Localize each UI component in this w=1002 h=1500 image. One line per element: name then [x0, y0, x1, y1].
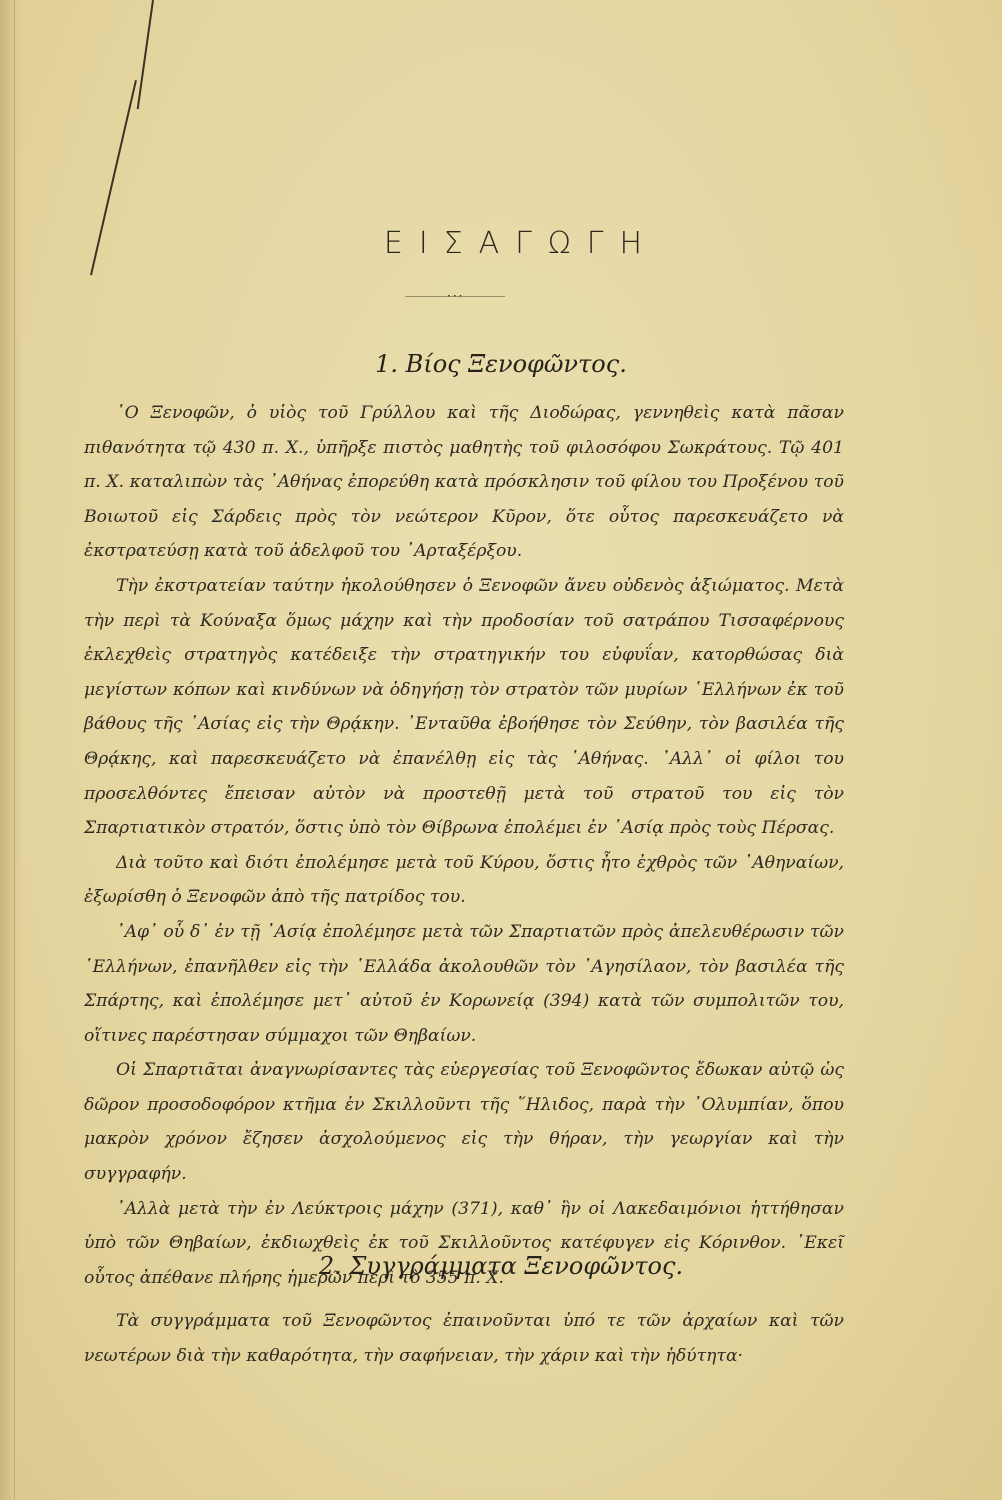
section-2-body: [84, 1304, 844, 1373]
section-1-body: [84, 396, 844, 1295]
section-1-heading: 1. Βίος Ξενοφῶντος.: [375, 350, 627, 378]
paragraph: Τὴν ἐκστρατείαν ταύτην ἠκολούθησεν ὁ Ξενοφῶν ἄνευ οὐδενὸς ἀξιώματος. Μετὰ τὴν περὶ τὰ Κούναξα ὅμως μάχην καὶ τὴν προδοσίαν τοῦ σατράπου Τισσαφέρνους ἐκλεχθεὶς στρατηγὸς κατέδειξε τὴν στρατηγικήν του εὐφυΐαν, κατορθώσας διὰ μεγίστων κόπων καὶ κινδύνων νὰ ὁδηγήσῃ τὸν στρατὸν τῶν μυρίων ῾Ελλήνων ἐκ τοῦ βάθους τῆς ᾿Ασίας εἰς τὴν Θρᾴκην. ᾿Ενταῦθα ἐβοήθησε τὸν Σεύθην, τὸν βασιλέα τῆς Θρᾴκης, καὶ παρεσκευάζετο νὰ ἐπανέλθῃ εἰς τὰς ᾿Αθήνας. ᾿Αλλ᾿ οἱ φίλοι του προσελθόντες ἔπεισαν αὐτὸν νὰ προστεθῇ μετὰ τοῦ στρατοῦ του εἰς τὸν Σπαρτιατικὸν στρατόν, ὅστις ὑπὸ τὸν Θίβρωνα ἐπολέμει ἐν ᾿Ασίᾳ πρὸς τοὺς Πέρσας.: [84, 575, 844, 839]
pencil-mark: [137, 0, 154, 109]
paragraph: ᾿Αλλὰ μετὰ τὴν ἐν Λεύκτροις μάχην (371), καθ᾿ ἣν οἱ Λακεδαιμόνιοι ἡττήθησαν ὑπὸ τῶν Θηβαίων, ἐκδιωχθεὶς ἐκ τοῦ Σκιλλοῦντος κατέφυγεν εἰς Κόρινθον. ᾿Εκεῖ οὗτος ἀπέθανε πλήρης ἡμερῶν περὶ τὸ 355 π. Χ.: [84, 1198, 844, 1288]
section-2-heading: 2. Συγγράμματα Ξενοφῶντος.: [318, 1252, 684, 1280]
paragraph: Οἱ Σπαρτιᾶται ἀναγνωρίσαντες τὰς εὐεργεσίας τοῦ Ξενοφῶντος ἔδωκαν αὐτῷ ὡς δῶρον προσοδοφόρον κτῆμα ἐν Σκιλλοῦντι τῆς ῞Ηλιδος, παρὰ τὴν ᾿Ολυμπίαν, ὅπου μακρὸν χρόνον ἔζησεν ἀσχολούμενος εἰς τὴν θήραν, τὴν γεωργίαν καὶ τὴν συγγραφήν.: [84, 1060, 844, 1185]
paragraph: ᾿Αφ᾿ οὗ δ᾿ ἐν τῇ ᾿Ασίᾳ ἐπολέμησε μετὰ τῶν Σπαρτιατῶν πρὸς ἀπελευθέρωσιν τῶν ῾Ελλήνων, ἐπανῆλθεν εἰς τὴν ῾Ελλάδα ἀκολουθῶν τὸν ᾿Αγησίλαον, τὸν βασιλέα τῆς Σπάρτης, καὶ ἐπολέμησε μετ᾿ αὐτοῦ ἐν Κορωνείᾳ (394) κατὰ τῶν συμπολιτῶν του, οἵτινες παρέστησαν σύμμαχοι τῶν Θηβαίων.: [84, 921, 844, 1046]
ornament-dots: ···: [447, 289, 465, 303]
paragraph: Τὰ συγγράμματα τοῦ Ξενοφῶντος ἐπαινοῦνται ὑπό τε τῶν ἀρχαίων καὶ τῶν νεωτέρων διὰ τὴν καθαρότητα, τὴν σαφήνειαν, τὴν χάριν καὶ τὴν ἡδύτητα·: [84, 1311, 844, 1366]
paragraph: ῾Ο Ξενοφῶν, ὁ υἱὸς τοῦ Γρύλλου καὶ τῆς Διοδώρας, γεννηθεὶς κατὰ πᾶσαν πιθανότητα τῷ 430 π. Χ., ὑπῆρξε πιστὸς μαθητὴς τοῦ φιλοσόφου Σωκράτους. Τῷ 401 π. Χ. καταλιπὼν τὰς ᾿Αθήνας ἐπορεύθη κατὰ πρόσκλησιν τοῦ φίλου του Προξένου τοῦ Βοιωτοῦ εἰς Σάρδεις πρὸς τὸν νεώτερον Κῦρον, ὅτε οὗτος παρεσκευάζετο νὰ ἐκστρατεύσῃ κατὰ τοῦ ἀδελφοῦ του ᾿Αρταξέρξου.: [84, 403, 844, 562]
page-title: ΕΙΣΑΓΩΓΗ: [383, 226, 659, 261]
paragraph: Διὰ τοῦτο καὶ διότι ἐπολέμησε μετὰ τοῦ Κύρου, ὅστις ἦτο ἐχθρὸς τῶν ᾿Αθηναίων, ἐξωρίσθη ὁ Ξενοφῶν ἀπὸ τῆς πατρίδος του.: [84, 852, 844, 908]
title-ornament: [405, 289, 505, 303]
